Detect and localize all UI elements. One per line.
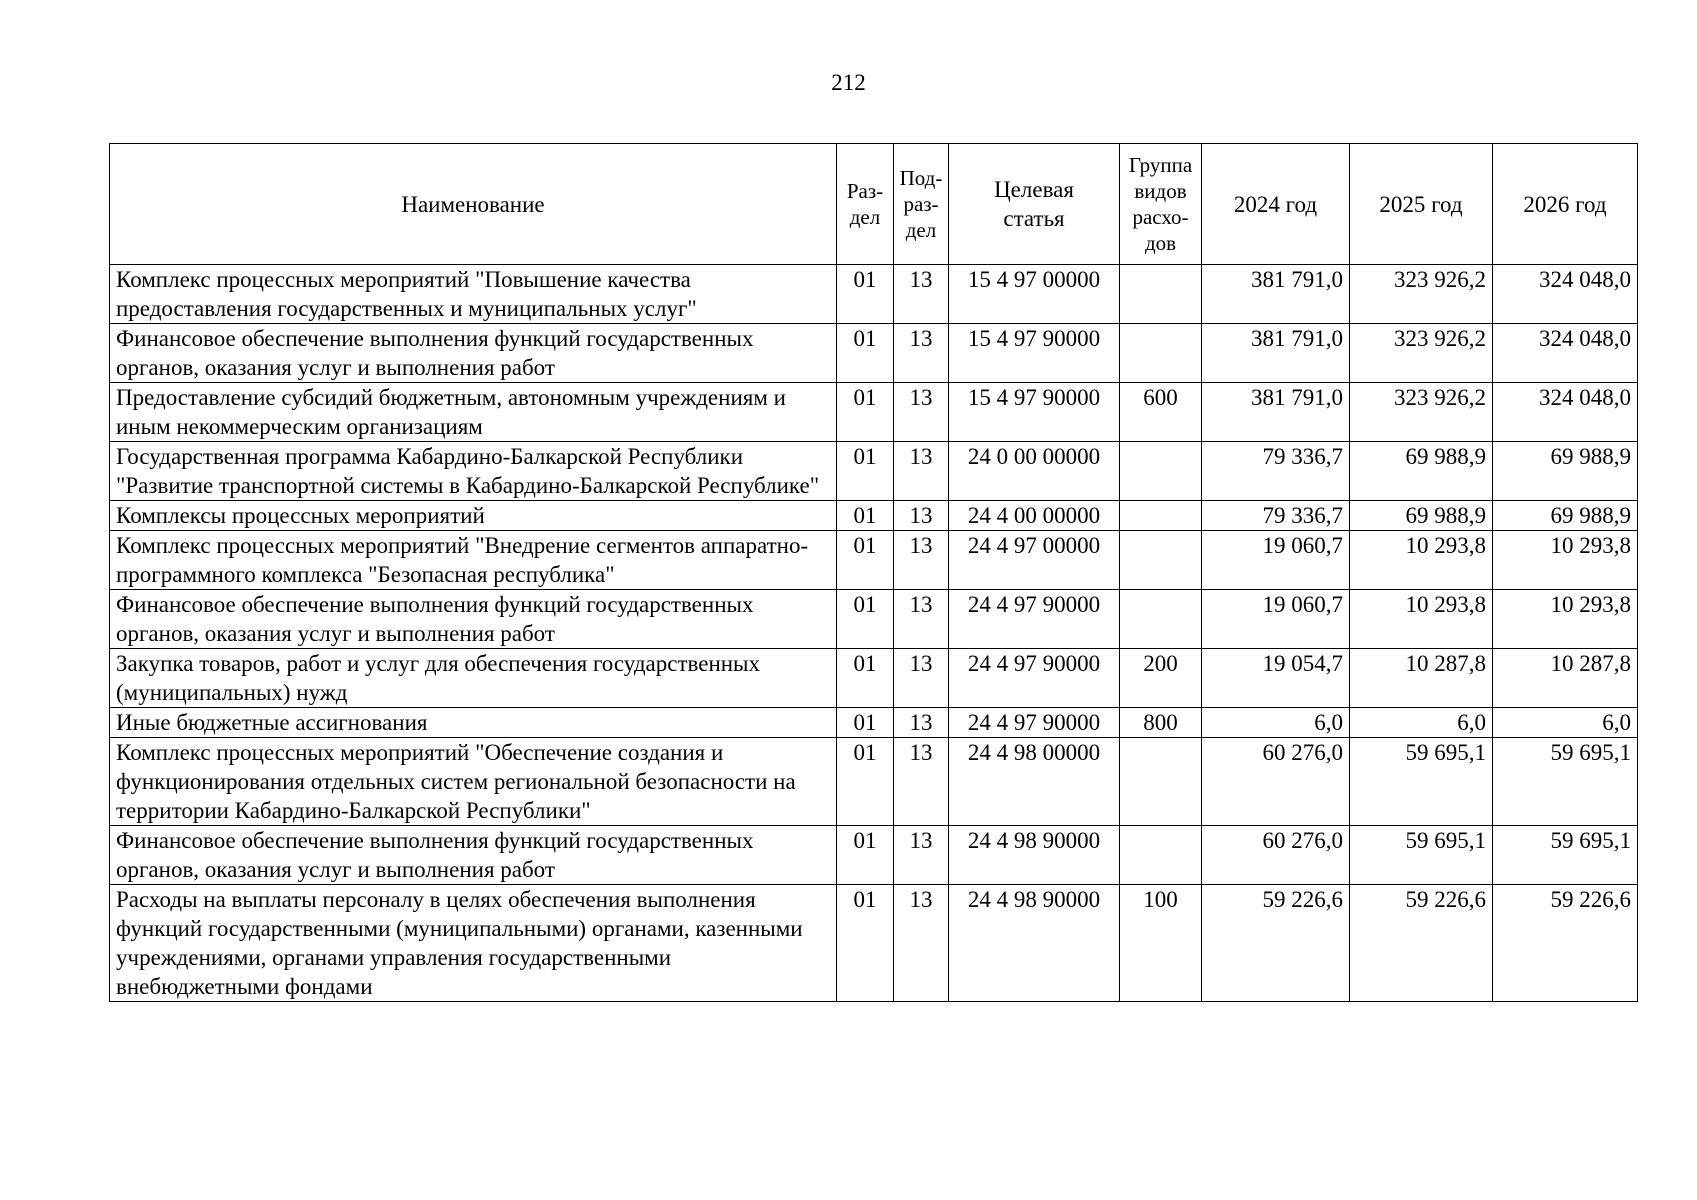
cell-2024: 19 060,7: [1202, 590, 1350, 649]
cell-2024: 79 336,7: [1202, 442, 1350, 501]
table-header-row: [110, 144, 1638, 265]
cell-podrazdel: 13: [894, 383, 949, 442]
cell-target: 15 4 97 00000: [949, 265, 1120, 324]
cell-razdel: 01: [837, 738, 894, 826]
cell-group: [1120, 501, 1202, 531]
cell-target: 24 4 97 00000: [949, 531, 1120, 590]
cell-podrazdel: 13: [894, 649, 949, 708]
cell-2025: 59 226,6: [1350, 885, 1493, 1002]
cell-group: [1120, 826, 1202, 885]
cell-group: [1120, 531, 1202, 590]
budget-table: [109, 143, 1638, 1002]
cell-podrazdel: 13: [894, 708, 949, 738]
cell-2024: 381 791,0: [1202, 324, 1350, 383]
header-name: Наименование: [110, 144, 837, 265]
cell-name: Государственная программа Кабардино-Балкарской Республики "Развитие транспортной системы в Кабардино-Балкарской Республике": [110, 442, 837, 501]
cell-podrazdel: 13: [894, 442, 949, 501]
cell-2024: 6,0: [1202, 708, 1350, 738]
cell-2024: 60 276,0: [1202, 738, 1350, 826]
table-row: [110, 501, 1638, 531]
header-target: Целевая статья: [949, 144, 1120, 265]
cell-2025: 6,0: [1350, 708, 1493, 738]
cell-podrazdel: 13: [894, 324, 949, 383]
page-number: 212: [831, 70, 866, 95]
cell-2025: 323 926,2: [1350, 383, 1493, 442]
cell-razdel: 01: [837, 324, 894, 383]
cell-2025: 59 695,1: [1350, 738, 1493, 826]
cell-podrazdel: 13: [894, 885, 949, 1002]
table-row: [110, 590, 1638, 649]
cell-target: 15 4 97 90000: [949, 383, 1120, 442]
cell-target: 24 4 97 90000: [949, 590, 1120, 649]
cell-name: Комплексы процессных мероприятий: [110, 501, 837, 531]
cell-name: Предоставление субсидий бюджетным, автономным учреждениям и иным некоммерческим организациям: [110, 383, 837, 442]
cell-2026: 59 226,6: [1493, 885, 1638, 1002]
cell-name: Финансовое обеспечение выполнения функций государственных органов, оказания услуг и выполнения работ: [110, 826, 837, 885]
cell-group: 100: [1120, 885, 1202, 1002]
table-row: [110, 324, 1638, 383]
cell-razdel: 01: [837, 708, 894, 738]
cell-name: Расходы на выплаты персоналу в целях обеспечения выполнения функций государственными (муниципальными) органами, казенными учреждениями, органами управления государственными внебюджетными фондами: [110, 885, 837, 1002]
cell-podrazdel: 13: [894, 590, 949, 649]
table-row: [110, 885, 1638, 1002]
cell-2026: 69 988,9: [1493, 442, 1638, 501]
cell-razdel: 01: [837, 531, 894, 590]
cell-razdel: 01: [837, 383, 894, 442]
table-row: [110, 531, 1638, 590]
cell-2026: 69 988,9: [1493, 501, 1638, 531]
cell-2026: 10 293,8: [1493, 531, 1638, 590]
table-row: [110, 649, 1638, 708]
cell-2026: 324 048,0: [1493, 265, 1638, 324]
cell-target: 24 4 98 00000: [949, 738, 1120, 826]
table-row: [110, 442, 1638, 501]
cell-razdel: 01: [837, 826, 894, 885]
cell-2024: 79 336,7: [1202, 501, 1350, 531]
table-row: [110, 708, 1638, 738]
cell-razdel: 01: [837, 885, 894, 1002]
cell-2025: 10 293,8: [1350, 531, 1493, 590]
header-group: Группа видов расхо- дов: [1120, 144, 1202, 265]
cell-target: 24 4 98 90000: [949, 885, 1120, 1002]
cell-group: [1120, 442, 1202, 501]
cell-2025: 69 988,9: [1350, 501, 1493, 531]
header-razdel: Раз- дел: [837, 144, 894, 265]
cell-2024: 60 276,0: [1202, 826, 1350, 885]
cell-group: 600: [1120, 383, 1202, 442]
cell-2025: 323 926,2: [1350, 265, 1493, 324]
cell-group: [1120, 265, 1202, 324]
cell-2026: 59 695,1: [1493, 738, 1638, 826]
cell-group: 200: [1120, 649, 1202, 708]
cell-2026: 324 048,0: [1493, 383, 1638, 442]
cell-name: Иные бюджетные ассигнования: [110, 708, 837, 738]
cell-2025: 69 988,9: [1350, 442, 1493, 501]
cell-razdel: 01: [837, 265, 894, 324]
cell-2024: 381 791,0: [1202, 265, 1350, 324]
cell-2025: 323 926,2: [1350, 324, 1493, 383]
cell-2025: 59 695,1: [1350, 826, 1493, 885]
cell-target: 15 4 97 90000: [949, 324, 1120, 383]
cell-2026: 10 287,8: [1493, 649, 1638, 708]
cell-2026: 6,0: [1493, 708, 1638, 738]
header-2026: 2026 год: [1493, 144, 1638, 265]
header-podrazdel: Под- раз- дел: [894, 144, 949, 265]
cell-2025: 10 287,8: [1350, 649, 1493, 708]
cell-target: 24 4 00 00000: [949, 501, 1120, 531]
cell-podrazdel: 13: [894, 826, 949, 885]
cell-2024: 19 060,7: [1202, 531, 1350, 590]
cell-2026: 324 048,0: [1493, 324, 1638, 383]
table-row: [110, 265, 1638, 324]
cell-podrazdel: 13: [894, 501, 949, 531]
cell-group: [1120, 590, 1202, 649]
table-row: [110, 826, 1638, 885]
cell-name: Комплекс процессных мероприятий "Внедрение сегментов аппаратно-программного комплекса "Безопасная республика": [110, 531, 837, 590]
cell-name: Финансовое обеспечение выполнения функций государственных органов, оказания услуг и выполнения работ: [110, 590, 837, 649]
cell-podrazdel: 13: [894, 265, 949, 324]
cell-name: Комплекс процессных мероприятий "Повышение качества предоставления государственных и муниципальных услуг": [110, 265, 837, 324]
table-body: [110, 265, 1638, 1002]
table-row: [110, 738, 1638, 826]
header-2025: 2025 год: [1350, 144, 1493, 265]
cell-podrazdel: 13: [894, 531, 949, 590]
header-2024: 2024 год: [1202, 144, 1350, 265]
cell-2024: 381 791,0: [1202, 383, 1350, 442]
cell-razdel: 01: [837, 649, 894, 708]
cell-name: Финансовое обеспечение выполнения функций государственных органов, оказания услуг и выполнения работ: [110, 324, 837, 383]
cell-group: [1120, 738, 1202, 826]
cell-name: Комплекс процессных мероприятий "Обеспечение создания и функционирования отдельных систем региональной безопасности на территории Кабардино-Балкарской Республики": [110, 738, 837, 826]
cell-2024: 19 054,7: [1202, 649, 1350, 708]
cell-target: 24 4 97 90000: [949, 649, 1120, 708]
cell-group: [1120, 324, 1202, 383]
cell-target: 24 0 00 00000: [949, 442, 1120, 501]
cell-2025: 10 293,8: [1350, 590, 1493, 649]
cell-group: 800: [1120, 708, 1202, 738]
cell-2026: 59 695,1: [1493, 826, 1638, 885]
cell-razdel: 01: [837, 501, 894, 531]
cell-2024: 59 226,6: [1202, 885, 1350, 1002]
cell-name: Закупка товаров, работ и услуг для обеспечения государственных (муниципальных) нужд: [110, 649, 837, 708]
cell-podrazdel: 13: [894, 738, 949, 826]
cell-target: 24 4 98 90000: [949, 826, 1120, 885]
cell-razdel: 01: [837, 590, 894, 649]
cell-2026: 10 293,8: [1493, 590, 1638, 649]
table-row: [110, 383, 1638, 442]
cell-target: 24 4 97 90000: [949, 708, 1120, 738]
cell-razdel: 01: [837, 442, 894, 501]
